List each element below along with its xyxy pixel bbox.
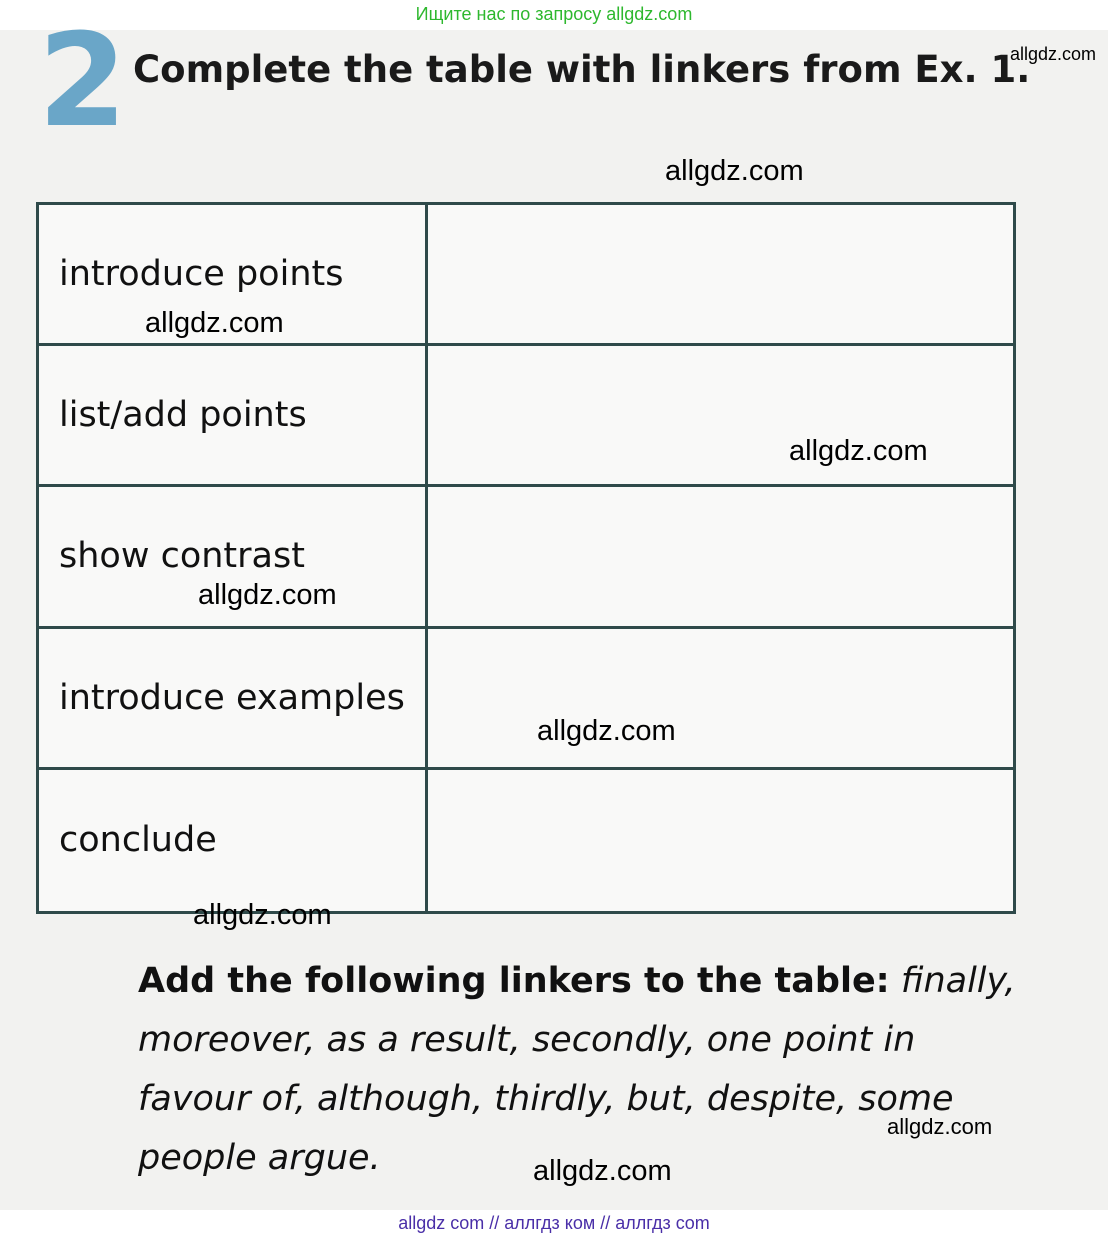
watermark: allgdz.com xyxy=(533,1155,672,1187)
table-answer-cell xyxy=(428,629,1013,770)
watermark: allgdz.com xyxy=(789,435,928,467)
watermark: allgdz.com xyxy=(198,579,337,611)
top-banner[interactable]: Ищите нас по запросу allgdz.com xyxy=(415,4,693,24)
watermark: allgdz.com xyxy=(537,715,676,747)
watermark: allgdz.com xyxy=(1010,44,1097,64)
watermark: allgdz.com xyxy=(193,899,332,931)
table-row-label: conclude xyxy=(39,770,428,911)
exercise-number: 2 xyxy=(38,7,128,156)
table-row-label: show contrast xyxy=(39,487,428,628)
table-answer-cell xyxy=(428,487,1013,628)
watermark: allgdz.com xyxy=(887,1114,993,1139)
exercise-instruction: Complete the table with linkers from Ex. 1. xyxy=(133,48,1031,91)
table-answer-cell xyxy=(428,205,1013,346)
watermark: allgdz.com xyxy=(145,307,284,339)
follow-up-instruction xyxy=(138,952,1018,1188)
footer-banner[interactable]: allgdz com // аллгдз ком // аллгдз com xyxy=(398,1213,710,1233)
linker-list: finally, moreover, as a result, secondly, one point in favour of, although, thirdly, but, despite, some people argue. xyxy=(138,961,1016,1178)
table-row-label: introduce points xyxy=(39,205,428,346)
watermark: allgdz.com xyxy=(665,155,804,187)
table-answer-cell xyxy=(428,770,1013,911)
table-row-label: list/add points xyxy=(39,346,428,487)
follow-up-lead: Add the following linkers to the table: xyxy=(138,961,890,1001)
table-row-label: introduce examples xyxy=(39,629,428,770)
